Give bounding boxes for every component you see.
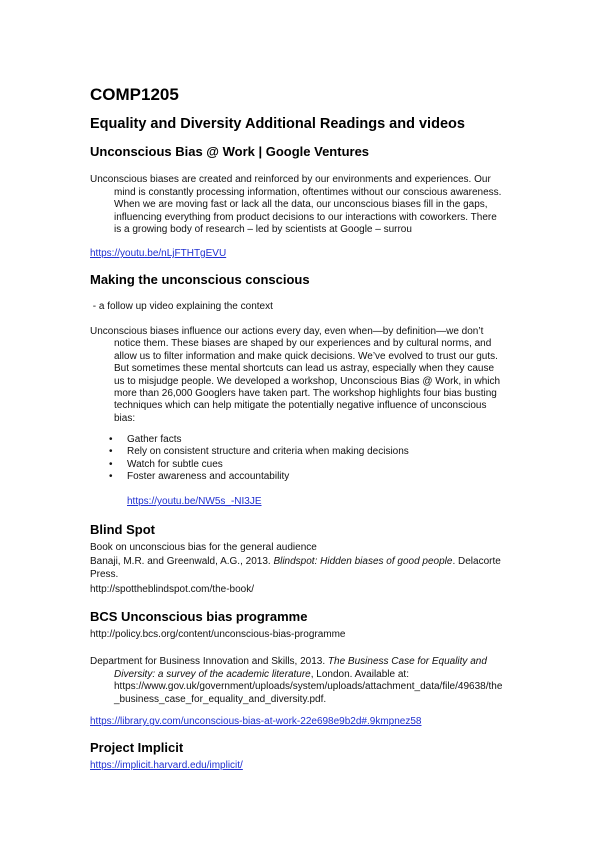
bullet-item: Watch for subtle cues — [127, 459, 223, 470]
video-link-1[interactable]: https://youtu.be/nLjFTHTgEVU — [90, 248, 227, 259]
section-heading-unconscious-bias: Unconscious Bias @ Work | Google Ventures — [90, 144, 370, 159]
citation-title: Blindspot: Hidden biases of good people — [273, 556, 453, 567]
citation-authors: Banaji, M.R. and Greenwald, A.G., 2013. — [90, 556, 274, 567]
paragraph-line: When we are moving fast or lack all the data, our unconscious biases fill in the gaps, — [114, 199, 488, 210]
paragraph-line: But sometimes these mental shortcuts can lead us astray, especially when they cause — [114, 363, 495, 374]
paragraph-line: Unconscious biases influence our actions every day, even when—by definition—we don’t — [90, 326, 484, 337]
citation-authors: Department for Business Innovation and Skills, 2013. — [90, 656, 328, 667]
citation-line — [90, 556, 501, 568]
paragraph-line: notice them. These biases are shaped by our experiences and by cultural norms, and — [114, 338, 492, 349]
paragraph-line: influencing everything from product decisions to our interactions with coworkers. There — [114, 212, 497, 223]
citation-line: _business_case_for_equality_and_diversity.pdf. — [114, 694, 327, 705]
bullet-icon: • — [109, 459, 113, 470]
citation-line — [114, 669, 409, 681]
paragraph-line: bias: — [114, 413, 136, 424]
paragraph-line: Unconscious biases are created and reinforced by our environments and experiences. Our — [90, 174, 491, 185]
project-implicit-link[interactable]: https://implicit.harvard.edu/implicit/ — [90, 760, 243, 771]
bullet-item: Gather facts — [127, 434, 182, 445]
citation-title: Diversity: a survey of the academic literature — [114, 669, 311, 680]
citation-publisher: . Delacorte — [452, 556, 501, 567]
section-heading-blind-spot: Blind Spot — [90, 522, 155, 537]
book-description: Book on unconscious bias for the general audience — [90, 542, 317, 553]
document-title: COMP1205 — [90, 85, 179, 104]
bcs-url: http://policy.bcs.org/content/unconscious-bias-programme — [90, 629, 346, 640]
section-note: - a follow up video explaining the context — [90, 301, 273, 312]
library-link[interactable]: https://library.gv.com/unconscious-bias-at-work-22e698e9b2d#.9kmpnez58 — [90, 716, 422, 727]
paragraph-line: is a growing body of research – led by scientists at Google – surrou — [114, 224, 412, 235]
bullet-item: Rely on consistent structure and criteria when making decisions — [127, 446, 409, 457]
section-heading-project-implicit: Project Implicit — [90, 740, 184, 755]
citation-line — [90, 656, 487, 668]
video-link-2[interactable]: https://youtu.be/NW5s_-NI3JE — [127, 496, 262, 507]
paragraph-line: mind is constantly processing information, oftentimes without our conscious awareness. — [114, 187, 502, 198]
paragraph-line: allow us to filter information and make quick decisions. We’ve evolved to trust our guts. — [114, 351, 498, 362]
bullet-icon: • — [109, 471, 113, 482]
citation-line: Press. — [90, 569, 119, 580]
document-subtitle: Equality and Diversity Additional Readings and videos — [90, 116, 465, 132]
paragraph-line: techniques which can help mitigate the potentially negative influence of unconscious — [114, 400, 487, 411]
section-heading-making-conscious: Making the unconscious conscious — [90, 272, 310, 287]
section-heading-bcs: BCS Unconscious bias programme — [90, 609, 308, 624]
citation-line: https://www.gov.uk/government/uploads/system/uploads/attachment_data/file/49638/the — [114, 681, 503, 692]
book-url: http://spottheblindspot.com/the-book/ — [90, 584, 254, 595]
bullet-icon: • — [109, 446, 113, 457]
citation-place: , London. Available at: — [310, 669, 409, 680]
bullet-icon: • — [109, 434, 113, 445]
paragraph-line: more than 26,000 Googlers have taken part. The workshop highlights four bias busting — [114, 388, 497, 399]
bullet-item: Foster awareness and accountability — [127, 471, 290, 482]
paragraph-line: us to misjudge people. We developed a workshop, Unconscious Bias @ Work, in which — [114, 376, 501, 387]
citation-title: The Business Case for Equality and — [327, 656, 487, 667]
